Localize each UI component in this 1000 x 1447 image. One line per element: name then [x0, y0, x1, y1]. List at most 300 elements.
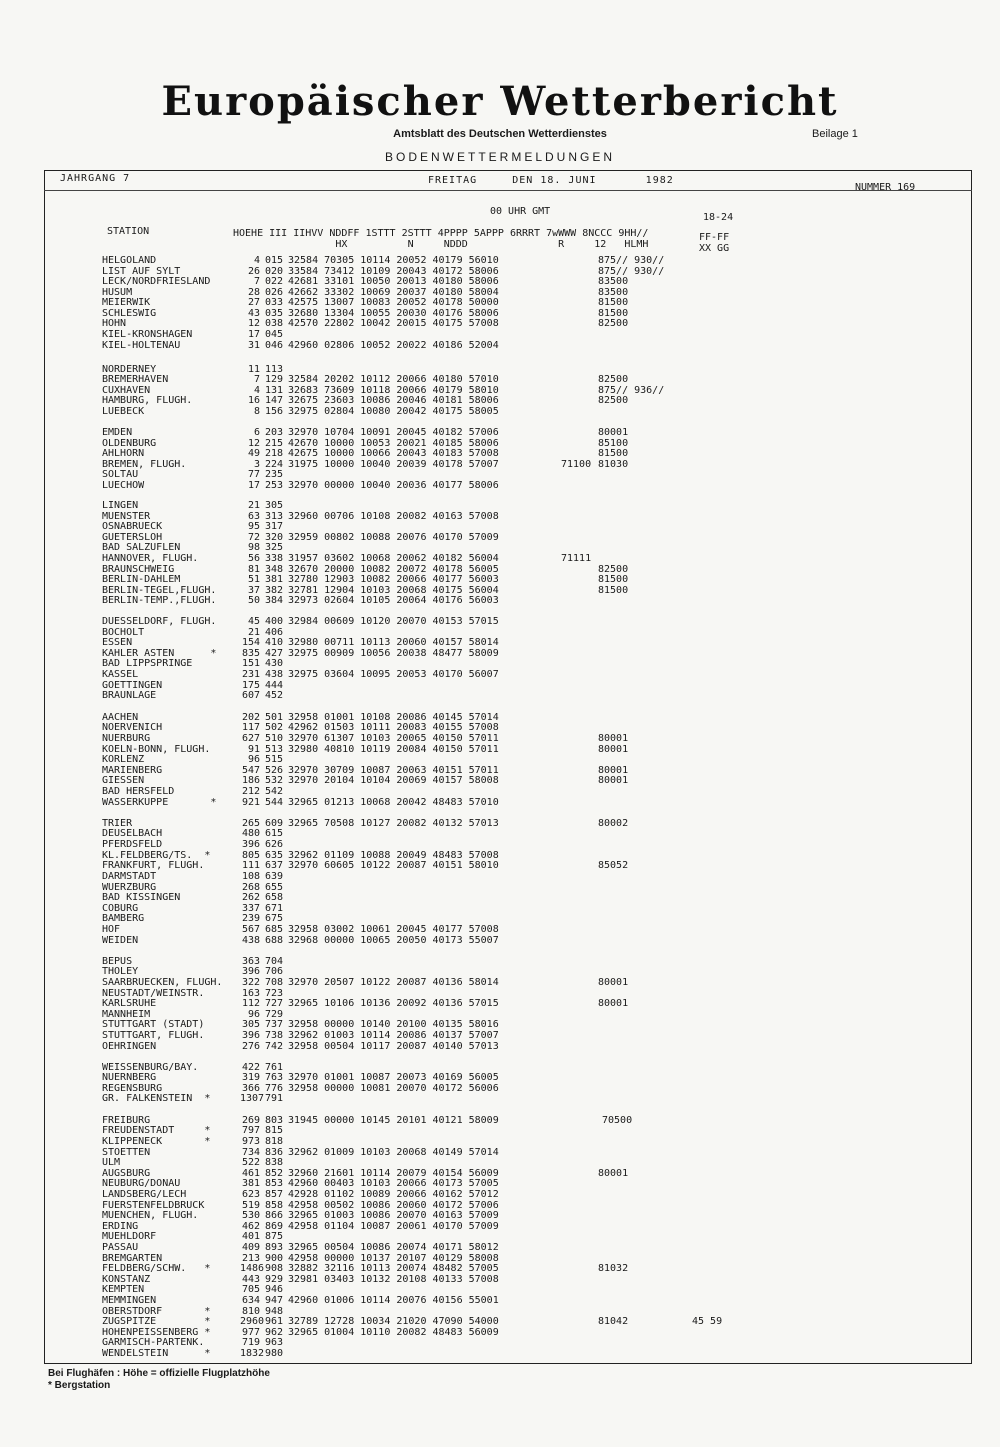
cloud-group: 80001 [598, 1168, 629, 1179]
synop-groups: 32958 03002 10061 20045 40177 57008 [288, 924, 499, 935]
station-name: DARMSTADT [102, 871, 157, 882]
station-index: 655 [265, 882, 284, 893]
station-height: 4 [253, 255, 260, 266]
cloud-group: 80001 [598, 744, 629, 755]
station-index: 348 [265, 564, 284, 575]
station-height: 37 [247, 585, 260, 596]
cloud-group: 81500 [598, 585, 629, 596]
station-index: 729 [265, 1009, 284, 1020]
station-height: 27 [247, 297, 260, 308]
station-name: REGENSBURG [102, 1083, 163, 1094]
station-height: 319 [241, 1072, 260, 1083]
station-height: 607 [241, 690, 260, 701]
station-height: 530 [241, 1210, 260, 1221]
station-name: LANDSBERG/LECH [102, 1189, 187, 1200]
table-row [102, 754, 942, 765]
station-name: MEIERWIK [102, 297, 151, 308]
table-row [102, 786, 942, 797]
column-header-groups: HOEHE III IIHVV NDDFF 1STTT 2STTT 4PPPP 5APPP 6RRRT 7wWWW 8NCCC 9HH// [233, 228, 649, 239]
station-height: 175 [241, 680, 260, 691]
station-index: 948 [265, 1306, 284, 1317]
station-name: WASSERKUPPE * [102, 797, 217, 808]
station-name: BERLIN-TEGEL,FLUGH. [102, 585, 217, 596]
station-index: 381 [265, 574, 284, 585]
station-height: 627 [241, 733, 260, 744]
synop-groups: 31945 00000 10145 20101 40121 58009 [288, 1115, 499, 1126]
station-name: KEMPTEN [102, 1284, 145, 1295]
station-height: 623 [241, 1189, 260, 1200]
cloud-group: 80001 [598, 977, 629, 988]
station-name: LUEBECK [102, 406, 145, 417]
table-row [102, 1178, 942, 1189]
station-height: 973 [241, 1136, 260, 1147]
cloud-group: 83500 [598, 287, 629, 298]
group-7: 71111 [561, 553, 592, 564]
synop-groups: 32958 00000 10081 20070 40172 56006 [288, 1083, 499, 1094]
station-index: 609 [265, 818, 284, 829]
station-index: 406 [265, 627, 284, 638]
station-name: BERLIN-DAHLEM [102, 574, 181, 585]
date: DEN 18. JUNI [512, 175, 597, 186]
station-name: SCHLESWIG [102, 308, 157, 319]
station-name: DEUSELBACH [102, 828, 163, 839]
station-index: 671 [265, 903, 284, 914]
station-name: HANNOVER, FLUGH. [102, 553, 199, 564]
synop-groups: 42962 01503 10111 20083 40155 57008 [288, 722, 499, 733]
station-name: COBURG [102, 903, 139, 914]
station-height: 1307 [240, 1093, 265, 1104]
station-index: 853 [265, 1178, 284, 1189]
synop-groups: 32968 00000 10065 20050 40173 55007 [288, 935, 499, 946]
date-line [428, 175, 674, 186]
station-index: 502 [265, 722, 284, 733]
station-name: OLDENBURG [102, 438, 157, 449]
station-height: 63 [247, 511, 260, 522]
station-name: BAD HERSFELD [102, 786, 175, 797]
station-height: 26 [247, 266, 260, 277]
station-height: 443 [241, 1274, 260, 1285]
station-name: PFERDSFELD [102, 839, 163, 850]
station-name: NEUSTADT/WEINSTR. [102, 988, 205, 999]
station-name: FRANKFURT, FLUGH. [102, 860, 205, 871]
station-index: 639 [265, 871, 284, 882]
table-row [102, 553, 942, 564]
table-row [102, 733, 942, 744]
synop-groups: 42662 33302 10069 20037 40180 58004 [288, 287, 499, 298]
cloud-group: 82500 [598, 395, 629, 406]
station-height: 519 [241, 1200, 260, 1211]
cloud-group: 875// 930// [598, 255, 665, 266]
station-index: 791 [265, 1093, 284, 1104]
table-row [102, 469, 942, 480]
station-height: 396 [241, 966, 260, 977]
table-row [102, 828, 942, 839]
station-index: 947 [265, 1295, 284, 1306]
station-height: 49 [247, 448, 260, 459]
station-height: 117 [241, 722, 260, 733]
table-row [102, 935, 942, 946]
station-index: 317 [265, 521, 284, 532]
table-row [102, 1263, 942, 1274]
station-name: WUERZBURG [102, 882, 157, 893]
station-height: 480 [241, 828, 260, 839]
station-name: LECK/NORDFRIESLAND [102, 276, 211, 287]
table-row [102, 913, 942, 924]
table-row [102, 722, 942, 733]
station-index: 218 [265, 448, 284, 459]
station-index: 235 [265, 469, 284, 480]
synop-groups: 32970 10704 10091 20045 40182 57006 [288, 427, 499, 438]
table-row [102, 966, 942, 977]
synop-groups: 33584 73412 10109 20043 40172 58006 [288, 266, 499, 277]
station-index: 635 [265, 850, 284, 861]
table-row [102, 892, 942, 903]
synop-groups: 32670 20000 10082 20072 40178 56005 [288, 564, 499, 575]
table-row [102, 340, 942, 351]
table-row [102, 1072, 942, 1083]
synop-groups: 32789 12728 10034 21020 47090 54000 [288, 1316, 499, 1327]
station-index: 875 [265, 1231, 284, 1242]
station-height: 77 [247, 469, 260, 480]
station-index: 818 [265, 1136, 284, 1147]
synop-groups: 42958 00000 10137 20107 40129 58008 [288, 1253, 499, 1264]
station-height: 705 [241, 1284, 260, 1295]
table-row [102, 448, 942, 459]
station-index: 615 [265, 828, 284, 839]
station-index: 542 [265, 786, 284, 797]
jahrgang: JAHRGANG 7 [60, 173, 131, 184]
station-index: 776 [265, 1083, 284, 1094]
cloud-group: 81032 [598, 1263, 629, 1274]
synop-groups: 32958 00000 10140 20100 40135 58016 [288, 1019, 499, 1030]
station-height: 381 [241, 1178, 260, 1189]
cloud-group: 80001 [598, 427, 629, 438]
synop-groups: 32970 00000 10040 20036 40177 58006 [288, 480, 499, 491]
station-name: OBERSTDORF * [102, 1306, 211, 1317]
table-row [102, 500, 942, 511]
header-divider [44, 190, 972, 191]
station-index: 706 [265, 966, 284, 977]
station-index: 113 [265, 364, 284, 375]
footnote-mountain: * Bergstation [48, 1380, 111, 1391]
station-index: 038 [265, 318, 284, 329]
station-height: 2960 [240, 1316, 265, 1327]
station-index: 215 [265, 438, 284, 449]
synop-groups: 42958 01104 10087 20061 40170 57009 [288, 1221, 499, 1232]
station-index: 858 [265, 1200, 284, 1211]
station-name: HAMBURG, FLUGH. [102, 395, 193, 406]
station-index: 046 [265, 340, 284, 351]
table-row [102, 374, 942, 385]
station-height: 96 [247, 754, 260, 765]
station-height: 96 [247, 1009, 260, 1020]
station-height: 422 [241, 1062, 260, 1073]
column-header-station: STATION [107, 226, 150, 237]
station-index: 305 [265, 500, 284, 511]
station-height: 186 [241, 775, 260, 786]
station-index: 410 [265, 637, 284, 648]
station-name: KIEL-HOLTENAU [102, 340, 181, 351]
station-name: MUENSTER [102, 511, 151, 522]
station-index: 946 [265, 1284, 284, 1295]
station-name: TRIER [102, 818, 133, 829]
station-index: 803 [265, 1115, 284, 1126]
station-index: 626 [265, 839, 284, 850]
table-row [102, 839, 942, 850]
table-row [102, 637, 942, 648]
station-index: 035 [265, 308, 284, 319]
station-height: 31 [247, 340, 260, 351]
station-height: 7 [253, 276, 260, 287]
station-height: 462 [241, 1221, 260, 1232]
station-height: 547 [241, 765, 260, 776]
station-height: 269 [241, 1115, 260, 1126]
station-height: 797 [241, 1125, 260, 1136]
station-name: OSNABRUECK [102, 521, 163, 532]
cloud-group: 85052 [598, 860, 629, 871]
station-height: 12 [247, 318, 260, 329]
station-height: 1832 [240, 1348, 265, 1359]
station-index: 908 [265, 1263, 284, 1274]
page-title: Europäischer Wetterbericht [161, 78, 839, 125]
station-height: 322 [241, 977, 260, 988]
station-index: 544 [265, 797, 284, 808]
station-name: BREMERHAVEN [102, 374, 169, 385]
station-name: GARMISCH-PARTENK. [102, 1337, 205, 1348]
station-index: 675 [265, 913, 284, 924]
station-name: LINGEN [102, 500, 139, 511]
station-index: 708 [265, 977, 284, 988]
synop-groups: 32683 73609 10118 20066 40179 58010 [288, 385, 499, 396]
station-height: 95 [247, 521, 260, 532]
station-height: 163 [241, 988, 260, 999]
gust-group: 45 59 [692, 1316, 723, 1327]
cloud-group: 81500 [598, 308, 629, 319]
synop-groups: 32965 01004 10110 20082 48483 56009 [288, 1327, 499, 1338]
table-row [102, 1136, 942, 1147]
synop-groups: 32970 61307 10103 20065 40150 57011 [288, 733, 499, 744]
table-row [102, 1125, 942, 1136]
station-name: GUETERSLOH [102, 532, 163, 543]
cloud-group: 81500 [598, 574, 629, 585]
station-height: 56 [247, 553, 260, 564]
station-height: 3 [253, 459, 260, 470]
station-name: MUEHLDORF [102, 1231, 157, 1242]
synop-groups: 32882 32116 10113 20074 48482 57005 [288, 1263, 499, 1274]
station-name: MUENCHEN, FLUGH. [102, 1210, 199, 1221]
table-row [102, 669, 942, 680]
station-index: 727 [265, 998, 284, 1009]
table-row [102, 1231, 942, 1242]
station-height: 50 [247, 595, 260, 606]
table-row [102, 329, 942, 340]
station-height: 734 [241, 1147, 260, 1158]
station-index: 836 [265, 1147, 284, 1158]
station-name: KARLSRUHE [102, 998, 157, 1009]
station-name: GR. FALKENSTEIN * [102, 1093, 211, 1104]
synop-groups: 32958 00504 10117 20087 40140 57013 [288, 1041, 499, 1052]
station-name: BAD KISSINGEN [102, 892, 181, 903]
table-row [102, 574, 942, 585]
station-index: 427 [265, 648, 284, 659]
station-height: 112 [241, 998, 260, 1009]
station-height: 4 [253, 385, 260, 396]
station-name: KORLENZ [102, 754, 145, 765]
cloud-group: 81030 [598, 459, 629, 470]
station-index: 685 [265, 924, 284, 935]
station-name: FREIBURG [102, 1115, 151, 1126]
station-height: 202 [241, 712, 260, 723]
station-index: 313 [265, 511, 284, 522]
station-height: 51 [247, 574, 260, 585]
station-name: ZUGSPITZE * [102, 1316, 211, 1327]
station-index: 015 [265, 255, 284, 266]
synop-groups: 32975 00909 10056 20038 48477 58009 [288, 648, 499, 659]
table-row [102, 521, 942, 532]
group-7: 70500 [602, 1115, 633, 1126]
station-name: NOERVENICH [102, 722, 163, 733]
station-height: 719 [241, 1337, 260, 1348]
station-name: THOLEY [102, 966, 139, 977]
station-height: 108 [241, 871, 260, 882]
station-name: CUXHAVEN [102, 385, 151, 396]
synop-groups: 32781 12904 10103 20068 40175 56004 [288, 585, 499, 596]
station-height: 305 [241, 1019, 260, 1030]
station-height: 11 [247, 364, 260, 375]
station-index: 688 [265, 935, 284, 946]
station-index: 444 [265, 680, 284, 691]
station-height: 835 [241, 648, 260, 659]
station-height: 239 [241, 913, 260, 924]
station-height: 363 [241, 956, 260, 967]
station-name: KOELN-BONN, FLUGH. [102, 744, 211, 755]
synop-groups: 42570 22802 10042 20015 40175 57008 [288, 318, 499, 329]
column-header-ff: FF-FF [699, 232, 730, 243]
station-height: 265 [241, 818, 260, 829]
station-name: AUGSBURG [102, 1168, 151, 1179]
station-index: 020 [265, 266, 284, 277]
station-index: 400 [265, 616, 284, 627]
station-name: BRAUNLAGE [102, 690, 157, 701]
station-index: 501 [265, 712, 284, 723]
cloud-group: 82500 [598, 318, 629, 329]
station-name: ESSEN [102, 637, 133, 648]
table-row [102, 1019, 942, 1030]
station-height: 921 [241, 797, 260, 808]
table-row [102, 1210, 942, 1221]
station-name: HUSUM [102, 287, 133, 298]
station-name: DUESSELDORF, FLUGH. [102, 616, 217, 627]
station-height: 8 [253, 406, 260, 417]
synop-groups: 32980 00711 10113 20060 40157 58014 [288, 637, 499, 648]
station-height: 366 [241, 1083, 260, 1094]
table-row [102, 255, 942, 266]
synop-groups: 32965 70508 10127 20082 40132 57013 [288, 818, 499, 829]
station-height: 6 [253, 427, 260, 438]
station-index: 526 [265, 765, 284, 776]
synop-groups: 32780 12903 10082 20066 40177 56003 [288, 574, 499, 585]
table-row [102, 616, 942, 627]
station-index: 637 [265, 860, 284, 871]
table-row [102, 480, 942, 491]
station-name: BRAUNSCHWEIG [102, 564, 175, 575]
synop-groups: 42960 00403 10103 20066 40173 57005 [288, 1178, 499, 1189]
station-index: 384 [265, 595, 284, 606]
station-height: 7 [253, 374, 260, 385]
table-row [102, 318, 942, 329]
cloud-group: 875// 936// [598, 385, 665, 396]
station-name: GIESSEN [102, 775, 145, 786]
station-name: STUTTGART (STADT) [102, 1019, 205, 1030]
station-name: BAD LIPPSPRINGE [102, 658, 193, 669]
synop-groups: 42670 10000 10053 20021 40185 58006 [288, 438, 499, 449]
station-name: KASSEL [102, 669, 139, 680]
synop-groups: 32675 23603 10086 20046 40181 58006 [288, 395, 499, 406]
synop-groups: 32970 20104 10104 20069 40157 58008 [288, 775, 499, 786]
station-index: 723 [265, 988, 284, 999]
station-name: ULM [102, 1157, 121, 1168]
station-name: NEUBURG/DONAU [102, 1178, 181, 1189]
cloud-group: 80001 [598, 998, 629, 1009]
station-index: 253 [265, 480, 284, 491]
station-index: 962 [265, 1327, 284, 1338]
station-height: 72 [247, 532, 260, 543]
synop-groups: 42958 00502 10086 20060 40172 57006 [288, 1200, 499, 1211]
synop-groups: 32970 20507 10122 20087 40136 58014 [288, 977, 499, 988]
table-row [102, 1295, 942, 1306]
synop-groups: 32584 70305 10114 20052 40179 56010 [288, 255, 499, 266]
synop-groups: 42960 01006 10114 20076 40156 55001 [288, 1295, 499, 1306]
station-index: 857 [265, 1189, 284, 1200]
column-header-ff-sub: XX GG [699, 243, 730, 254]
synop-groups: 32965 10106 10136 20092 40136 57015 [288, 998, 499, 1009]
station-height: 522 [241, 1157, 260, 1168]
station-height: 231 [241, 669, 260, 680]
table-row [102, 1242, 942, 1253]
station-index: 963 [265, 1337, 284, 1348]
table-row [102, 1041, 942, 1052]
table-row [102, 1030, 942, 1041]
station-height: 409 [241, 1242, 260, 1253]
station-index: 738 [265, 1030, 284, 1041]
station-name: SOLTAU [102, 469, 139, 480]
table-row [102, 797, 942, 808]
station-index: 761 [265, 1062, 284, 1073]
cloud-group: 83500 [598, 276, 629, 287]
station-height: 213 [241, 1253, 260, 1264]
cloud-group: 80001 [598, 775, 629, 786]
station-height: 461 [241, 1168, 260, 1179]
table-row [102, 860, 942, 871]
station-name: LIST AUF SYLT [102, 266, 181, 277]
synop-groups: 32965 01003 10086 20070 40163 57009 [288, 1210, 499, 1221]
station-index: 852 [265, 1168, 284, 1179]
table-row [102, 871, 942, 882]
station-index: 147 [265, 395, 284, 406]
synop-groups: 32970 01001 10087 20073 40169 56005 [288, 1072, 499, 1083]
station-name: KL.FELDBERG/TS. * [102, 850, 211, 861]
station-height: 396 [241, 1030, 260, 1041]
station-height: 21 [247, 627, 260, 638]
station-height: 396 [241, 839, 260, 850]
station-name: STUTTGART, FLUGH. [102, 1030, 205, 1041]
synop-groups: 32959 00802 10088 20076 40170 57009 [288, 532, 499, 543]
table-row [102, 406, 942, 417]
station-index: 658 [265, 892, 284, 903]
station-height: 1486 [240, 1263, 265, 1274]
table-row [102, 595, 942, 606]
synop-groups: 32981 03403 10132 20108 40133 57008 [288, 1274, 499, 1285]
